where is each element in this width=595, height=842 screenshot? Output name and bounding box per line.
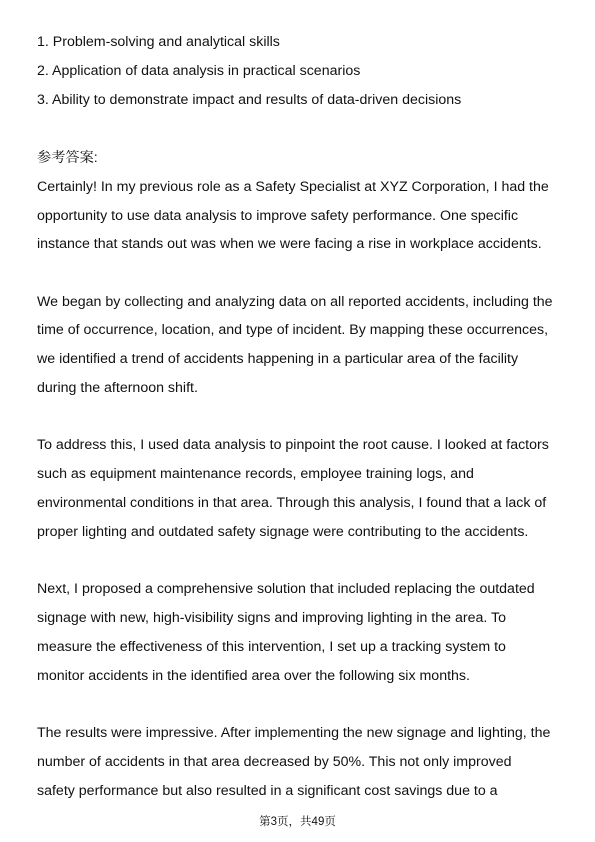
list-item: 1. Problem-solving and analytical skills — [37, 34, 280, 50]
list-item: 2. Application of data analysis in practical scenarios — [37, 63, 361, 79]
answer-heading: 参考答案: — [37, 150, 98, 166]
paragraph-line: during the afternoon shift. — [37, 380, 198, 396]
paragraph-line: time of occurrence, location, and type of incident. By mapping these occurrences, — [37, 322, 549, 338]
list-item: 3. Ability to demonstrate impact and results of data-driven decisions — [37, 92, 462, 108]
paragraph-line: opportunity to use data analysis to improve safety performance. One specific — [37, 208, 519, 224]
paragraph-line: Certainly! In my previous role as a Safety Specialist at XYZ Corporation, I had the — [37, 179, 549, 195]
paragraph-line: We began by collecting and analyzing data on all reported accidents, including the — [37, 294, 553, 310]
paragraph-line: environmental conditions in that area. Through this analysis, I found that a lack of — [37, 495, 547, 511]
paragraph-line: signage with new, high-visibility signs and improving lighting in the area. To — [37, 610, 506, 626]
paragraph-line: The results were impressive. After implementing the new signage and lighting, the — [37, 725, 551, 741]
paragraph-line: instance that stands out was when we were facing a rise in workplace accidents. — [37, 236, 542, 252]
paragraph-line: monitor accidents in the identified area over the following six months. — [37, 668, 470, 684]
paragraph-line: number of accidents in that area decreased by 50%. This not only improved — [37, 754, 512, 770]
paragraph-line: measure the effectiveness of this intervention, I set up a tracking system to — [37, 639, 506, 655]
paragraph-line: proper lighting and outdated safety signage were contributing to the accidents. — [37, 524, 529, 540]
paragraph-line: safety performance but also resulted in a significant cost savings due to a — [37, 783, 498, 799]
paragraph-line: we identified a trend of accidents happening in a particular area of the facility — [37, 351, 519, 367]
page-footer: 第3页，共49页 — [259, 816, 336, 828]
paragraph-line: Next, I proposed a comprehensive solution that included replacing the outdated — [37, 581, 535, 597]
paragraph-line: such as equipment maintenance records, employee training logs, and — [37, 466, 474, 482]
paragraph-line: To address this, I used data analysis to pinpoint the root cause. I looked at factors — [37, 437, 549, 453]
